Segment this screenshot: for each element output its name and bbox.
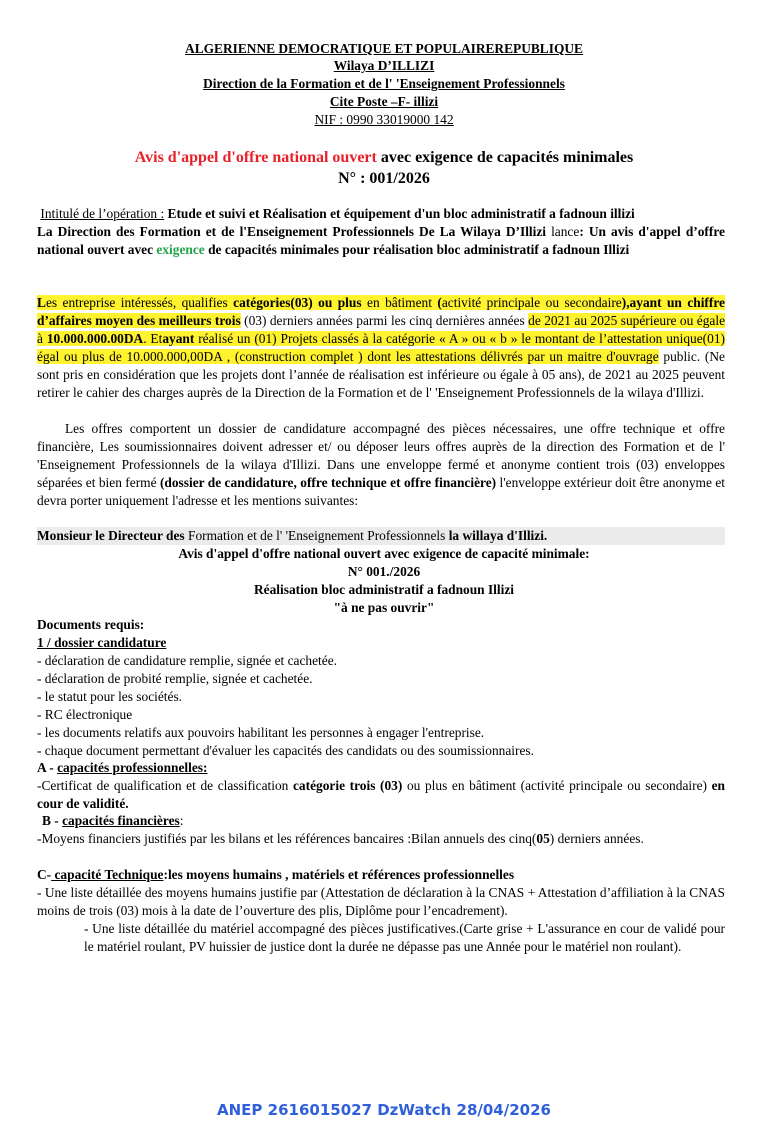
section-a-title: capacités professionnelles: xyxy=(57,760,208,775)
recipient-address xyxy=(37,527,725,545)
mention-title: Avis d'appel d'offre national ouvert avec exigence de capacité minimale: xyxy=(178,546,590,561)
header-address: Cite Poste –F- illizi xyxy=(329,94,439,109)
p1-s12: . Et xyxy=(143,331,163,346)
publication-footer: ANEP 2616015027 DzWatch 28/04/2026 xyxy=(217,1101,551,1119)
section-a-heading xyxy=(37,759,727,777)
p1-s11: 10.000.000.00DA xyxy=(46,331,144,346)
p1-s3: catégories(03) ou plus xyxy=(233,295,362,310)
p1-s5: ( xyxy=(437,295,442,310)
number-year: 2026 xyxy=(397,170,430,187)
list-item: - déclaration de probité remplie, signée et cachetée. xyxy=(37,671,313,686)
eligibility-paragraph xyxy=(37,294,725,402)
p2-s2: (dossier de candidature, offre technique et offre financière) xyxy=(159,475,497,490)
operation-title: Etude et suivi et Réalisation et équipement d'un bloc administratif a fadnoun illizi xyxy=(164,206,635,221)
section-b-prefix: B - xyxy=(42,813,63,828)
mention-number-year: 2026 xyxy=(393,564,421,579)
intro-block xyxy=(37,205,725,259)
section-c-heading xyxy=(37,866,727,884)
section-b-heading xyxy=(42,812,732,830)
header-country: ALGERIENNE DEMOCRATIQUE ET POPULAIREREPUBLIQUE xyxy=(185,41,583,56)
list-item: - le statut pour les sociétés. xyxy=(37,689,183,704)
mention-number xyxy=(0,563,768,581)
notice-number xyxy=(0,168,768,189)
p1-s2: es entreprise intéressés, qualifies xyxy=(45,295,234,310)
direction-name: La Direction des Formation et de l'Enseignement Professionnels De La Wilaya D’Illizi xyxy=(37,224,547,239)
p1-s14: réalisé un (01) Projets classés à la catégorie « A » ou « b » le montant de l’attestation unique(01) égal ou plus de 10.000.000,00DA , (construction complet ) dont les attestations délivrés par un maitre d'ouvrage xyxy=(37,331,725,364)
list-item: - chaque document permettant d'évaluer les capacités des candidats ou des soumissionnaires. xyxy=(37,743,534,758)
list-item: - RC électronique xyxy=(37,707,133,722)
mention-project: Réalisation bloc administratif a fadnoun Illizi xyxy=(253,582,515,597)
docs-candidature-heading: 1 / dossier candidature xyxy=(37,635,167,650)
p1-s15: public. (Ne sont pris en considération que les projets dont l’année de réalisation est inférieure ou égale à 05 ans), de 2021 au 2025 peuvent retirer le cahier des charges auprès de la Direction de la Formation et de l' 'Enseignement Professionnels de la wilaya d'Illizi. xyxy=(37,349,725,400)
header-direction: Direction de la Formation et de l' 'Enseignement Professionnels xyxy=(203,76,565,91)
p2-s3: l'enveloppe extérieur doit être anonyme et devra porter uniquement l'adresse et les mentions suivantes: xyxy=(37,475,725,508)
p1-initial: L xyxy=(37,295,46,310)
section-c-prefix: C- xyxy=(37,867,52,882)
a-text4: en cour de validité. xyxy=(37,778,725,811)
b-text3: ) derniers années. xyxy=(549,831,644,846)
p2-s1: Les offres comportent un dossier de candidature accompagné des pièces nécessaires, une offre technique et offre financière, Les soumissionnaires doivent adresser et/ ou déposer leurs offres auprès de la direction des Formation et de l' 'Enseignement Professionnels de la wilaya d'Illizi. Dans une enveloppe fermé et anonyme contient trois (03) enveloppes séparées et bien fermé xyxy=(37,421,725,490)
a-text1: -Certificat de qualification et de classification xyxy=(37,778,293,793)
p1-s4: en bâtiment xyxy=(361,295,438,310)
mention-number-prefix: N° 001./ xyxy=(347,564,394,579)
section-b-title: capacités financières xyxy=(62,813,180,828)
operation-label: Intitulé de l’opération : xyxy=(40,206,165,221)
address-s1: Monsieur le Directeur des xyxy=(37,528,185,543)
offers-paragraph xyxy=(37,420,725,510)
title-red: Avis d'appel d'offre national ouvert xyxy=(134,149,377,166)
mention-do-not-open: "à ne pas ouvrir" xyxy=(333,600,435,615)
a-text3: ou plus en bâtiment (activité principale ou secondaire) xyxy=(402,778,712,793)
b-text2: 05 xyxy=(536,831,550,846)
exigence-word: exigence xyxy=(156,242,205,257)
section-c-text1: - Une liste détaillée des moyens humains justifie par (Attestation de déclaration à la CNAS + Attestation d’affiliation à la CNAS moins de trois (03) mois à la date de l’ouverture des plis, Diplôme pour l’encadrement). xyxy=(37,885,725,918)
docs-heading: Documents requis: xyxy=(37,617,145,632)
number-prefix: N° : 001/ xyxy=(338,170,398,187)
p1-s8: (03) derniers années parmi les cinq dernières années xyxy=(240,313,529,328)
notice-title xyxy=(0,147,768,168)
avis-text: : Un avis d'appel d’offre national ouvert avec xyxy=(37,224,725,257)
section-b-colon: : xyxy=(179,813,184,828)
address-s2: Formation et de l' 'Enseignement Professionnels xyxy=(184,528,449,543)
section-a-text xyxy=(37,777,725,813)
address-s3: la willaya d'Illizi. xyxy=(448,528,548,543)
docs-list xyxy=(37,652,727,760)
header-nif: NIF : 0990 33019000 142 xyxy=(314,112,454,127)
list-item: - déclaration de candidature remplie, signée et cachetée. xyxy=(37,653,338,668)
avis-rest: de capacités minimales pour réalisation bloc administratif a fadnoun Illizi xyxy=(204,242,630,257)
section-a-prefix: A - xyxy=(37,760,58,775)
p1-s13: ayant xyxy=(162,331,195,346)
a-text2: catégorie trois (03) xyxy=(292,778,403,793)
section-c-text2: - Une liste détaillée du matériel accompagné des pièces justificatives.(Carte grise + L'assurance en cour de validé pour le matériel roulant, PV huissier de justice dont la durée ne dépasse pas une Année pour le matériel non roulant). xyxy=(84,921,725,954)
section-c-title: capacité Technique xyxy=(51,867,164,882)
p1-s7: ),ayant un chiffre d’affaires moyen des meilleurs trois xyxy=(37,295,725,328)
list-item: - les documents relatifs aux pouvoirs habilitant les personnes à engager l'entreprise. xyxy=(37,725,485,740)
b-text1: -Moyens financiers justifiés par les bilans et les références bancaires :Bilan annuels des cinq( xyxy=(37,831,537,846)
p1-s6: activité principale ou secondaire xyxy=(441,295,622,310)
p1-s9: de 2021 au 2025 xyxy=(528,313,618,328)
section-b-text xyxy=(37,830,725,848)
p1-s10: supérieure ou égale à xyxy=(37,313,726,346)
lance-text: lance xyxy=(546,224,580,239)
section-c-rest: :les moyens humains , matériels et références professionnelles xyxy=(163,867,515,882)
title-black: avec exigence de capacités minimales xyxy=(376,149,634,166)
header-wilaya: Wilaya D’ILLIZI xyxy=(333,58,435,73)
